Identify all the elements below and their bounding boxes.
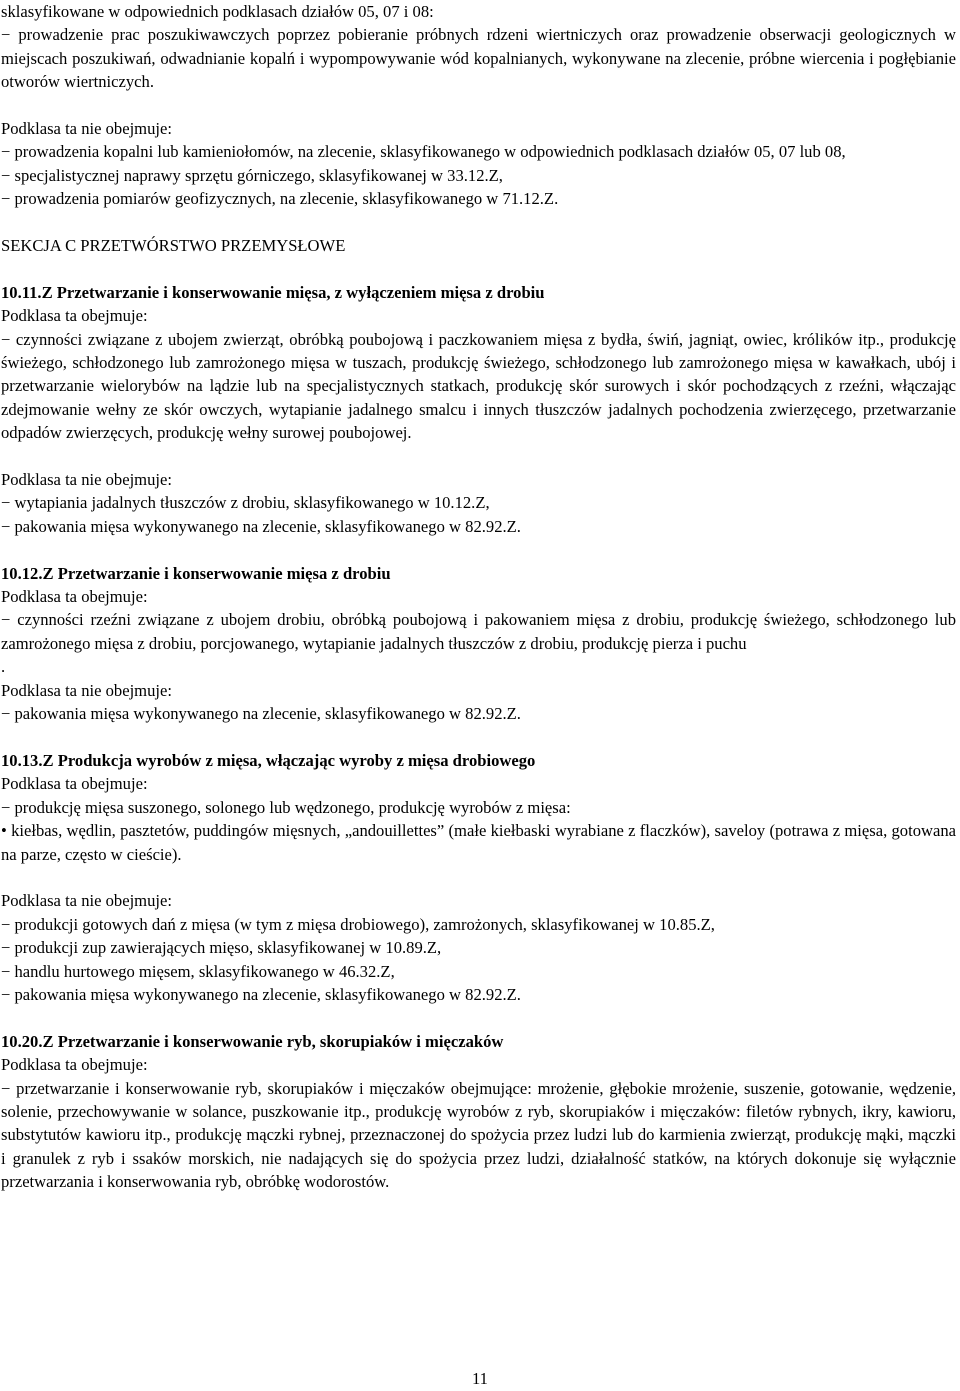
inclusion-item: − czynności związane z ubojem zwierząt, obróbką poubojową i paczkowaniem mięsa z bydła, świń, jagniąt, owiec, królików itp., produkcję świeżego, schłodzonego lub zamrożonego mięsa w tuszach, produkcję świeżego, schłodzonego lub zamrożonego mięsa w kawałkach, ubój i przetwarzanie wielorybów na lądzie lub na specjalistycznych statkach, produkcję skór surowych i skór pochodzących z rzeźni, włączając zdejmowanie wełny ze skór owczych, wytapianie jadalnego smalcu i innych tłuszczów jadalnych pochodzenia zwierzęcego, przetwarzanie odpadów zwierzęcych, produkcję wełny surowej poubojowej. bbox=[1, 329, 956, 443]
class-heading: 10.11.Z Przetwarzanie i konserwowanie mięsa, z wyłączeniem mięsa z drobiu bbox=[1, 282, 545, 302]
inclusion-item: . bbox=[1, 657, 6, 677]
exclusion-item: − prowadzenia kopalni lub kamieniołomów, na zlecenie, sklasyfikowanego w odpowiednich podklasach działów 05, 07 lub 08, bbox=[1, 142, 846, 162]
section-title: SEKCJA C PRZETWÓRSTWO PRZEMYSŁOWE bbox=[1, 236, 346, 256]
inclusion-item: − przetwarzanie i konserwowanie ryb, skorupiaków i mięczaków obejmujące: mrożenie, głębokie mrożenie, suszenie, gotowanie, wędzenie, solenie, przechowywanie w solance, puszkowanie itp., produkcję wyrobów z ryb, skorupiaków i mięczaków: filetów rybnych, ikry, kawioru, substytutów kawioru itp., produkcję mączki rybnej, przeznaczonej do spożycia przez ludzi lub do karmienia zwierząt, produkcję mąki, mączki i granulek z ryb i ssaków morskich, nie nadających się do spożycia przez ludzi, działalność statków, na których dokonuje się wyłącznie przetwarzania i konserwowania ryb, obróbkę wodorostów. bbox=[1, 1078, 956, 1192]
inclusions-title: Podklasa ta obejmuje: bbox=[1, 774, 148, 794]
intro-paragraph: − prowadzenie prac poszukiwawczych poprzez pobieranie próbnych rdzeni wiertniczych oraz prowadzenie obserwacji geologicznych w miejscach poszukiwań, odwadnianie kopalń i wypompowywanie wód kopalnianych, wykonywane na zlecenie, próbne wiercenia i pogłębianie otworów wiertniczych. bbox=[1, 25, 956, 92]
exclusion-item: − pakowania mięsa wykonywanego na zlecenie, sklasyfikowanego w 82.92.Z. bbox=[1, 516, 521, 536]
class-heading: 10.20.Z Przetwarzanie i konserwowanie ryb, skorupiaków i mięczaków bbox=[1, 1031, 504, 1051]
exclusion-item: − pakowania mięsa wykonywanego na zlecenie, sklasyfikowanego w 82.92.Z. bbox=[1, 704, 521, 724]
exclusions-title: Podklasa ta nie obejmuje: bbox=[1, 891, 172, 911]
inclusions-title: Podklasa ta obejmuje: bbox=[1, 1055, 148, 1075]
exclusion-item: − wytapiania jadalnych tłuszczów z drobiu, sklasyfikowanego w 10.12.Z, bbox=[1, 493, 490, 513]
exclusion-item: − specjalistycznej naprawy sprzętu górniczego, sklasyfikowanej w 33.12.Z, bbox=[1, 165, 503, 185]
exclusions-title: Podklasa ta nie obejmuje: bbox=[1, 470, 172, 490]
inclusions-title: Podklasa ta obejmuje: bbox=[1, 587, 148, 607]
inclusion-item: • kiełbas, wędlin, pasztetów, puddingów mięsnych, „andouillettes” (małe kiełbaski wyrabiane z flaczków), saveloy (potrawa z mięsa, gotowana na parze, często w cieście). bbox=[1, 821, 956, 864]
exclusion-item: − produkcji gotowych dań z mięsa (w tym z mięsa drobiowego), zamrożonych, sklasyfikowanej w 10.85.Z, bbox=[1, 914, 715, 934]
class-heading: 10.12.Z Przetwarzanie i konserwowanie mięsa z drobiu bbox=[1, 563, 391, 583]
exclusion-item: − pakowania mięsa wykonywanego na zlecenie, sklasyfikowanego w 82.92.Z. bbox=[1, 984, 521, 1004]
intro-line: sklasyfikowane w odpowiednich podklasach działów 05, 07 i 08: bbox=[1, 2, 434, 21]
inclusion-item: − czynności rzeźni związane z ubojem drobiu, obróbką poubojową i pakowaniem mięsa z drobiu, produkcję świeżego, schłodzonego lub zamrożonego mięsa z drobiu, porcjowanego, wytapianie jadalnych tłuszczów z drobiu, produkcję pierza i puchu bbox=[1, 610, 956, 653]
exclusions-title: Podklasa ta nie obejmuje: bbox=[1, 680, 172, 700]
class-heading: 10.13.Z Produkcja wyrobów z mięsa, włączając wyroby z mięsa drobiowego bbox=[1, 750, 536, 770]
exclusions-title: Podklasa ta nie obejmuje: bbox=[1, 119, 172, 139]
exclusion-item: − prowadzenia pomiarów geofizycznych, na zlecenie, sklasyfikowanego w 71.12.Z. bbox=[1, 189, 559, 209]
exclusion-item: − handlu hurtowego mięsem, sklasyfikowanego w 46.32.Z, bbox=[1, 961, 395, 981]
page-number: 11 bbox=[472, 1369, 488, 1388]
inclusions-title: Podklasa ta obejmuje: bbox=[1, 306, 148, 326]
inclusion-item: − produkcję mięsa suszonego, solonego lub wędzonego, produkcję wyrobów z mięsa: bbox=[1, 797, 571, 817]
exclusion-item: − produkcji zup zawierających mięso, sklasyfikowanej w 10.89.Z, bbox=[1, 938, 442, 958]
